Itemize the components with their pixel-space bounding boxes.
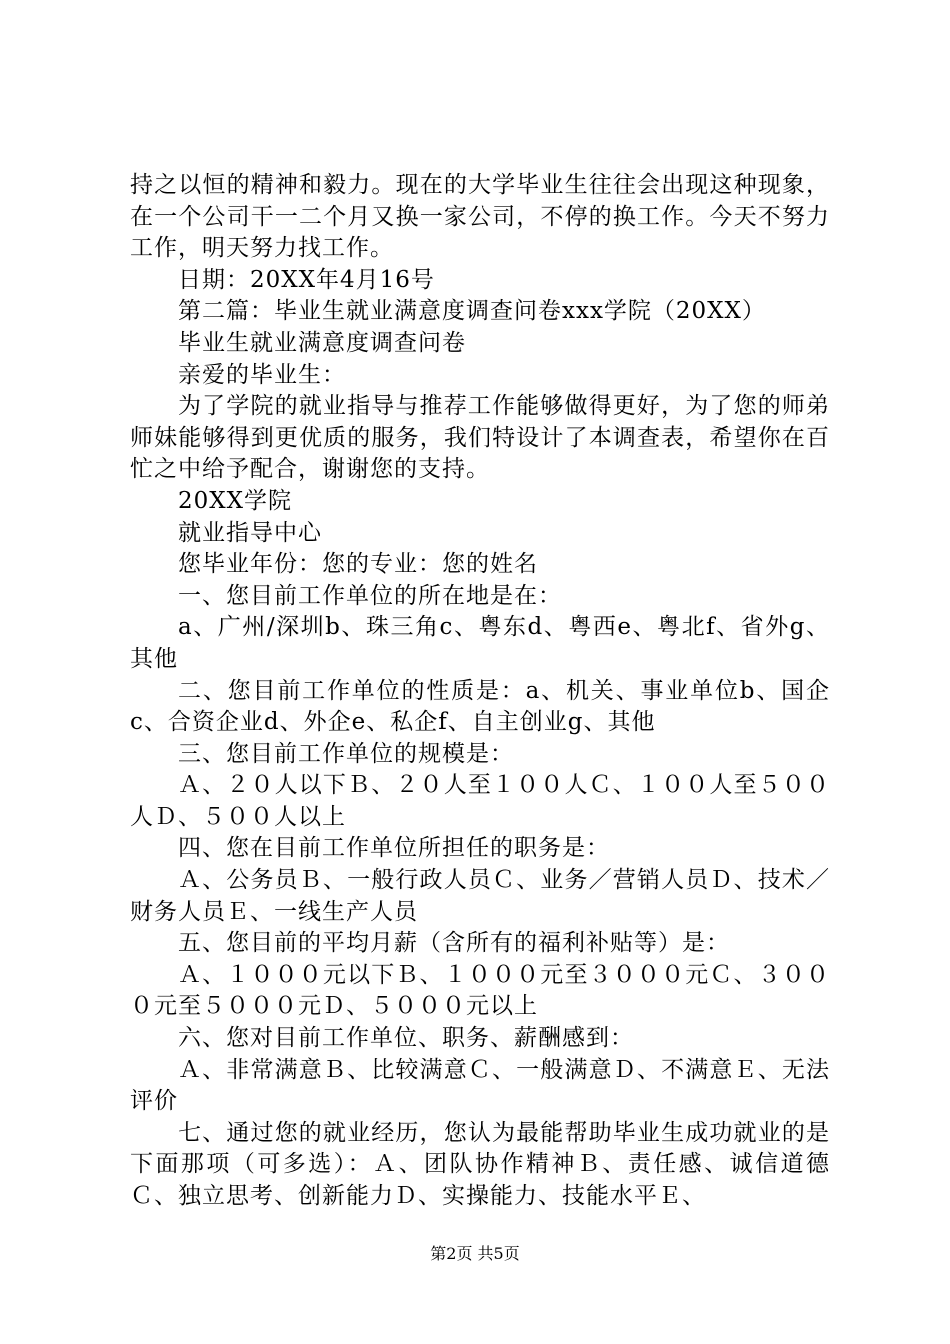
question-4: 四、您在目前工作单位所担任的职务是： [178,835,610,862]
question-5: 五、您目前的平均月薪（含所有的福利补贴等）是： [178,930,730,957]
paragraph-intro: 为了学院的就业指导与推荐工作能够做得更好，为了您的师弟师妹能够得到更优质的服务，我们特设计了本调查表，希望你在百忙之中给予配合，谢谢您的支持。 [130,393,830,483]
paragraph-continuation: 持之以恒的精神和毅力。现在的大学毕业生往往会出现这种现象，在一个公司干一二个月又换一家公司，不停的换工作。今天不努力工作，明天努力找工作。 [130,172,830,262]
paragraph-college: 20XX学院 [178,487,293,514]
question-5-options: Ａ、１０００元以下Ｂ、１０００元至３０００元Ｃ、３０００元至５０００元Ｄ、５０００元以上 [130,961,830,1020]
question-6-options: Ａ、非常满意Ｂ、比较满意Ｃ、一般满意Ｄ、不满意Ｅ、无法评价 [130,1056,830,1115]
question-1-options: a、广州/深圳b、珠三角c、粤东d、粤西e、粤北f、省外g、其他 [130,614,830,672]
paragraph-section-title: 第二篇：毕业生就业满意度调查问卷xxx学院（20XX） [178,298,766,325]
question-3: 三、您目前工作单位的规模是： [178,740,514,767]
paragraph-salutation: 亲爱的毕业生： [178,361,346,388]
paragraph-date: 日期：20XX年4月16号 [178,266,435,293]
question-1: 一、您目前工作单位的所在地是在： [178,582,562,609]
question-6: 六、您对目前工作单位、职务、薪酬感到： [178,1025,634,1052]
question-2: 二、您目前工作单位的性质是：a、机关、事业单位b、国企c、合资企业d、外企e、私企f、自主创业g、其他 [130,677,830,736]
paragraph-center: 就业指导中心 [178,519,322,546]
question-3-options: Ａ、２０人以下Ｂ、２０人至１００人Ｃ、１００人至５００人Ｄ、５００人以上 [130,772,830,830]
document-body [130,170,830,1213]
paragraph-survey-title: 毕业生就业满意度调查问卷 [178,329,466,356]
page-footer [0,1244,950,1264]
question-4-options: Ａ、公务员Ｂ、一般行政人员Ｃ、业务／营销人员Ｄ、技术／财务人员Ｅ、一线生产人员 [130,867,830,925]
page-number: 第2页 共5页 [430,1244,520,1263]
paragraph-respondent-info: 您毕业年份：您的专业：您的姓名 [178,551,538,578]
question-7: 七、通过您的就业经历，您认为最能帮助毕业生成功就业的是下面那项（可多选）：Ａ、团队协作精神Ｂ、责任感、诚信道德Ｃ、独立思考、创新能力Ｄ、实操能力、技能水平Ｅ、 [130,1119,830,1209]
